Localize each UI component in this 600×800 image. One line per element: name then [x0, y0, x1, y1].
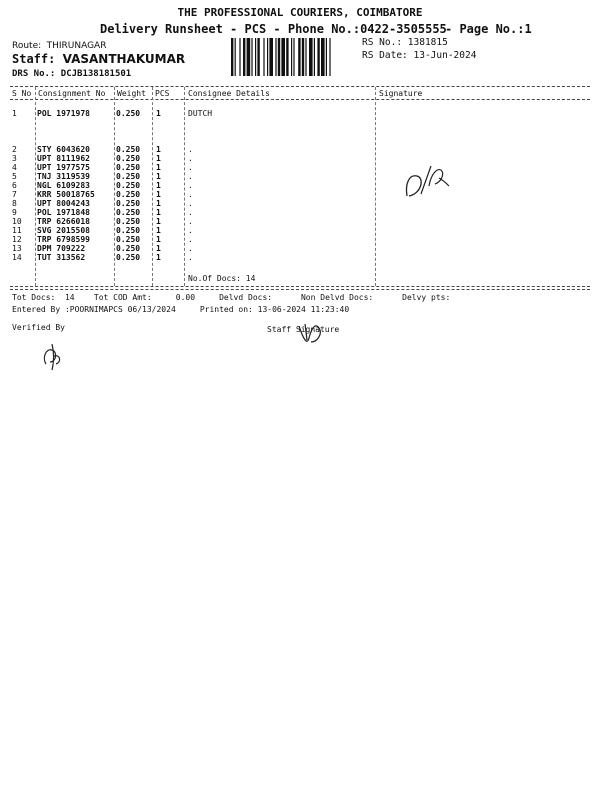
row-pcs: 1: [156, 154, 161, 163]
row-consignment: SVG 2015508: [37, 226, 90, 235]
row-details: DUTCH: [188, 109, 213, 118]
row-weight: 0.250: [116, 163, 141, 172]
row-pcs: 1: [156, 253, 161, 262]
barcode-bar: [278, 38, 280, 76]
header-consignment: Consignment No: [38, 89, 106, 98]
table-row: [0, 244, 600, 253]
row-sno: 10: [12, 217, 22, 226]
table-row: [0, 190, 600, 199]
barcode-bar: [317, 38, 319, 76]
row-weight: 0.250: [116, 172, 141, 181]
row-details: .: [188, 145, 193, 154]
row-weight: 0.250: [116, 190, 141, 199]
totals-line: Tot Docs: 14 Tot COD Amt: 0.00 Delvd Docs: Non Delvd Docs: Delvy pts:: [12, 293, 451, 302]
company-name: THE PROFESSIONAL COURIERS, COIMBATORE: [177, 6, 423, 19]
row-weight: 0.250: [116, 244, 141, 253]
rs-date-line: [362, 50, 476, 61]
row-sno: 7: [12, 190, 17, 199]
row-pcs: 1: [156, 208, 161, 217]
barcode-bar: [263, 38, 264, 76]
header-details: Consignee Details: [188, 89, 270, 98]
drs-label: DRS No.:: [12, 69, 56, 79]
row-weight: 0.250: [116, 208, 141, 217]
row-consignment: TUT 313562: [37, 253, 86, 262]
entered-by-line: Entered By :POORNIMAPCS 06/13/2024 Printed on: 13-06-2024 11:23:40: [12, 305, 350, 314]
row-pcs: 1: [156, 235, 161, 244]
barcode-bar: [326, 38, 327, 76]
header-bottom-rule: [10, 99, 590, 100]
row-pcs: 1: [156, 226, 161, 235]
row-details: .: [188, 226, 193, 235]
row-pcs: 1: [156, 172, 161, 181]
page-number: - Page No.:1: [445, 22, 532, 36]
row-sno: 12: [12, 235, 22, 244]
receiver-signature-scribble: [395, 150, 455, 210]
row-consignment: UPT 8004243: [37, 199, 90, 208]
row-details: .: [188, 181, 193, 190]
barcode-bar: [239, 38, 240, 76]
barcode-bar: [314, 38, 315, 76]
table-row: [0, 172, 600, 181]
row-details: .: [188, 217, 193, 226]
barcode-bar: [321, 38, 325, 76]
row-sno: 2: [12, 145, 17, 154]
row-details: .: [188, 190, 193, 199]
route-label: Route:: [12, 41, 42, 51]
header-signature: Signature: [379, 89, 423, 98]
row-pcs: 1: [156, 109, 161, 118]
rs-number-value: 1381815: [407, 37, 448, 48]
staff-line: [12, 52, 185, 66]
row-weight: 0.250: [116, 145, 141, 154]
row-details: .: [188, 235, 193, 244]
rs-date-value: 13-Jun-2024: [413, 50, 477, 61]
table-row: [0, 226, 600, 235]
row-pcs: 1: [156, 217, 161, 226]
header-weight: Weight: [117, 89, 146, 98]
table-row: [0, 208, 600, 217]
route-value: THIRUNAGAR: [46, 41, 107, 51]
barcode: [230, 38, 358, 76]
barcode-bar: [298, 38, 300, 76]
table-row: [0, 217, 600, 226]
runsheet-title: Delivery Runsheet - PCS - Phone No.:0422-3505555: [100, 22, 447, 36]
row-weight: 0.250: [116, 226, 141, 235]
table-top-rule: [10, 86, 590, 87]
row-consignment: UPT 8111962: [37, 154, 90, 163]
staff-signature-scribble: [295, 318, 327, 348]
drs-line: [12, 69, 131, 79]
barcode-bar: [293, 38, 294, 76]
row-pcs: 1: [156, 199, 161, 208]
rs-number-line: [362, 37, 448, 48]
header-sno: S No: [12, 89, 32, 98]
row-weight: 0.250: [116, 199, 141, 208]
row-details: .: [188, 163, 193, 172]
row-details: .: [188, 172, 193, 181]
barcode-bar: [329, 38, 330, 76]
row-consignment: DPM 709222: [37, 244, 86, 253]
row-details: .: [188, 208, 193, 217]
footer-rule: [10, 289, 590, 290]
table-row: [0, 145, 600, 154]
table-row: [0, 253, 600, 262]
barcode-bar: [269, 38, 273, 76]
barcode-bar: [231, 38, 233, 76]
row-consignment: POL 1971978: [37, 109, 90, 118]
barcode-bar: [235, 38, 236, 76]
row-pcs: 1: [156, 181, 161, 190]
row-pcs: 1: [156, 163, 161, 172]
staff-value: VASANTHAKUMAR: [62, 52, 186, 66]
row-sno: 3: [12, 154, 17, 163]
table-row: [0, 181, 600, 190]
row-sno: 4: [12, 163, 17, 172]
row-sno: 9: [12, 208, 17, 217]
row-consignment: TRP 6798599: [37, 235, 90, 244]
row-consignment: UPT 1977575: [37, 163, 90, 172]
row-consignment: NGL 6109283: [37, 181, 90, 190]
row-pcs: 1: [156, 145, 161, 154]
row-details: .: [188, 244, 193, 253]
rs-number-label: RS No.:: [362, 37, 403, 48]
row-sno: 8: [12, 199, 17, 208]
barcode-bar: [257, 38, 259, 76]
table-row: [0, 199, 600, 208]
row-consignment: TRP 6266018: [37, 217, 90, 226]
header-pcs: PCS: [155, 89, 170, 98]
row-details: .: [188, 253, 193, 262]
barcode-bar: [302, 38, 304, 76]
barcode-bar: [267, 38, 268, 76]
staff-label: Staff:: [12, 52, 56, 66]
row-sno: 11: [12, 226, 22, 235]
row-consignment: KRR 50018765: [37, 190, 95, 199]
route-line: [12, 41, 106, 51]
row-consignment: POL 1971848: [37, 208, 90, 217]
barcode-bar: [305, 38, 306, 76]
barcode-bar: [247, 38, 251, 76]
no-of-docs: No.Of Docs: 14: [188, 274, 256, 283]
barcode-bar: [255, 38, 256, 76]
table-row: [0, 235, 600, 244]
row-weight: 0.250: [116, 181, 141, 190]
barcode-bar: [291, 38, 292, 76]
barcode-bar: [275, 38, 276, 76]
row-weight: 0.250: [116, 253, 141, 262]
table-bottom-rule: [10, 286, 590, 287]
table-row: [0, 163, 600, 172]
barcode-bar: [309, 38, 313, 76]
row-details: .: [188, 199, 193, 208]
barcode-bar: [251, 38, 252, 76]
table-row: [0, 109, 600, 118]
row-weight: 0.250: [116, 109, 141, 118]
row-consignment: STY 6043620: [37, 145, 90, 154]
row-details: .: [188, 154, 193, 163]
verified-by-label: Verified By: [12, 323, 65, 332]
barcode-bar: [286, 38, 288, 76]
row-sno: 13: [12, 244, 22, 253]
row-sno: 14: [12, 253, 22, 262]
row-pcs: 1: [156, 190, 161, 199]
staff-signature-label: Staff Signature: [267, 325, 340, 334]
row-weight: 0.250: [116, 154, 141, 163]
row-weight: 0.250: [116, 217, 141, 226]
row-sno: 5: [12, 172, 17, 181]
table-row: [0, 154, 600, 163]
barcode-bar: [243, 38, 245, 76]
drs-value: DCJB138181501: [60, 69, 132, 79]
row-consignment: TNJ 3119539: [37, 172, 90, 181]
rs-date-label: RS Date:: [362, 50, 408, 61]
row-weight: 0.250: [116, 235, 141, 244]
row-pcs: 1: [156, 244, 161, 253]
row-sno: 6: [12, 181, 17, 190]
row-sno: 1: [12, 109, 17, 118]
verifier-signature-scribble: [40, 340, 66, 372]
barcode-bar: [281, 38, 285, 76]
